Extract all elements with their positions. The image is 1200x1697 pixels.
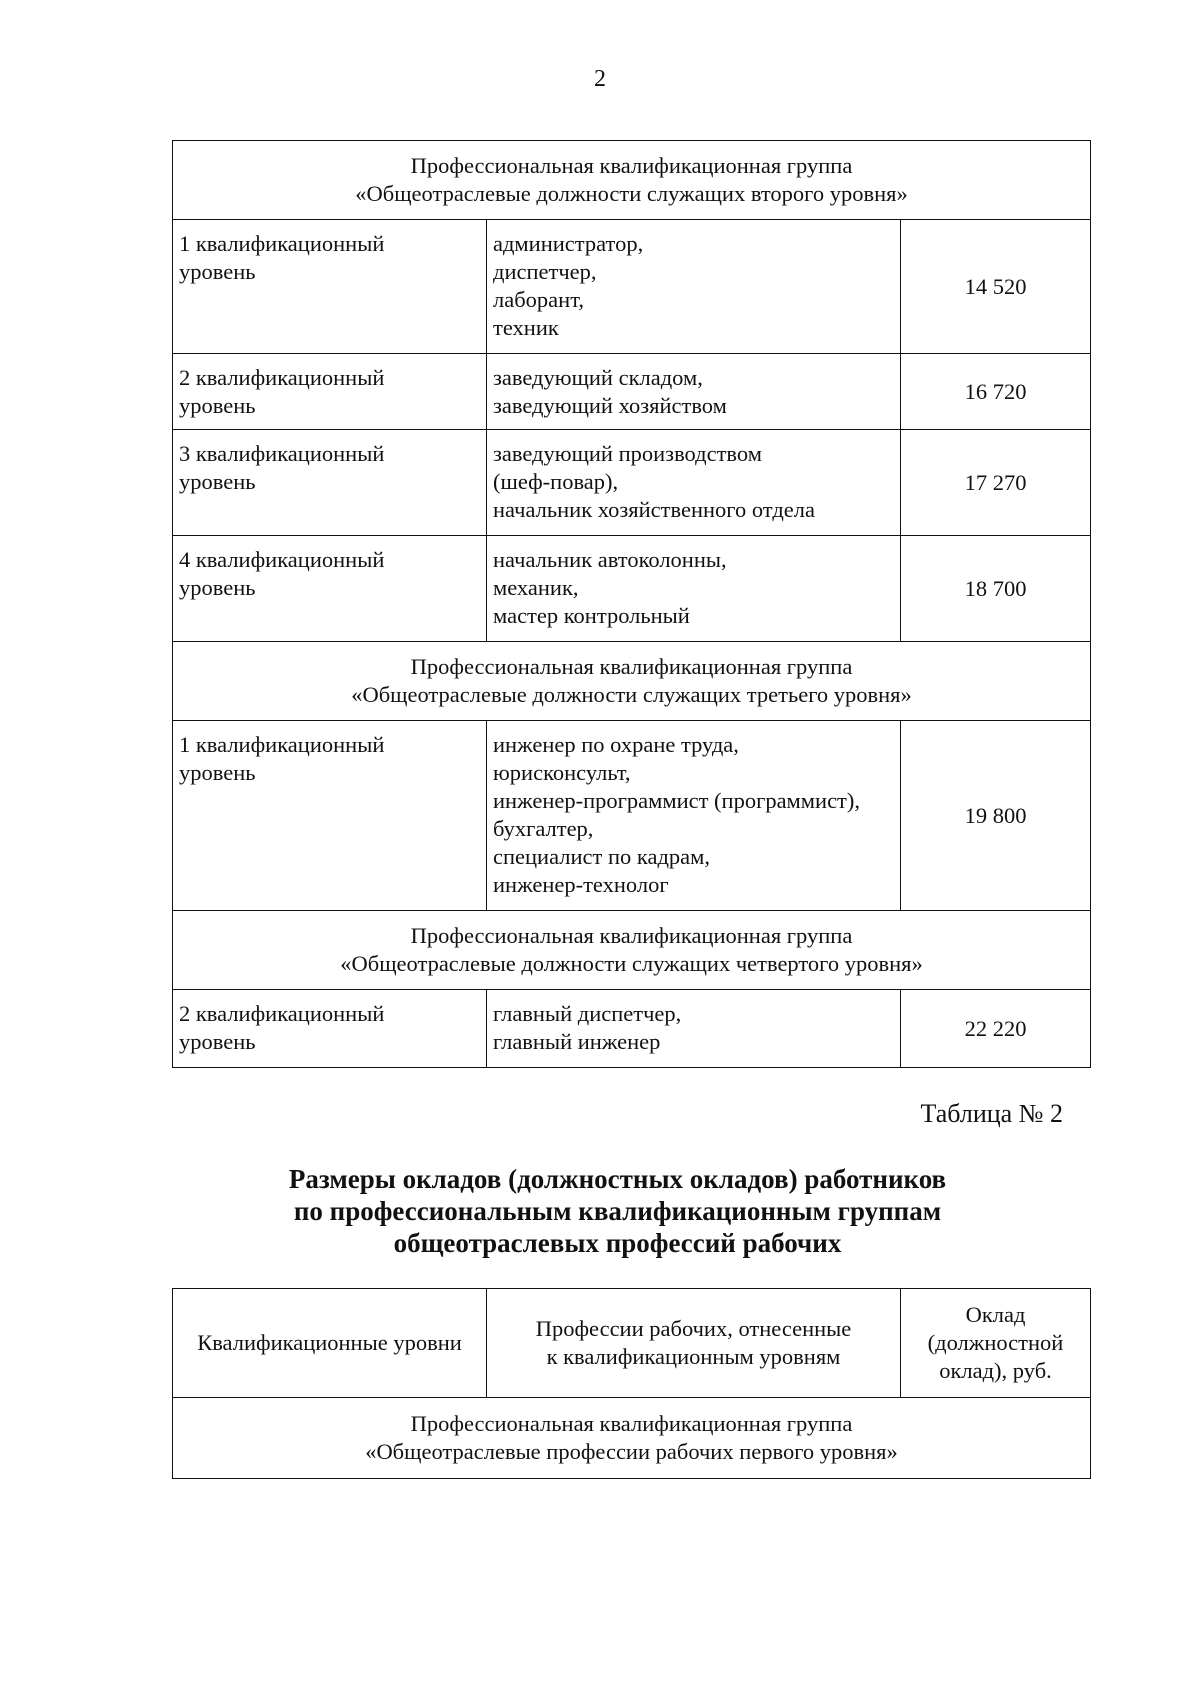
level-cell: 2 квалификационный уровень: [173, 990, 487, 1068]
level-cell: 4 квалификационный уровень: [173, 536, 487, 642]
table-row: [173, 721, 1091, 911]
professions-cell: заведующий складом, заведующий хозяйством: [487, 354, 901, 430]
table-number-label: Таблица № 2: [920, 1099, 1063, 1128]
group-title: Профессиональная квалификационная группа «Общеотраслевые должности служащих четвертого уровня»: [173, 911, 1091, 990]
level-cell: 1 квалификационный уровень: [173, 721, 487, 911]
salary-cell: 16 720: [901, 354, 1091, 430]
column-header-levels: Квалификационные уровни: [173, 1289, 487, 1398]
table-row: [173, 220, 1091, 354]
professions-cell: главный диспетчер, главный инженер: [487, 990, 901, 1068]
salary-cell: 14 520: [901, 220, 1091, 354]
professions-cell: заведующий производством (шеф-повар), начальник хозяйственного отдела: [487, 430, 901, 536]
professions-cell: инженер по охране труда, юрисконсульт, инженер-программист (программист), бухгалтер, специалист по кадрам, инженер-технолог: [487, 721, 901, 911]
group-header-row: [173, 911, 1091, 990]
salary-table-employees: [172, 140, 1091, 1068]
level-cell: 3 квалификационный уровень: [173, 430, 487, 536]
group-header-row: [173, 642, 1091, 721]
salary-cell: 19 800: [901, 721, 1091, 911]
salary-table-workers: [172, 1288, 1091, 1479]
table-row: [173, 430, 1091, 536]
table-row: [173, 990, 1091, 1068]
level-cell: 1 квалификационный уровень: [173, 220, 487, 354]
table-row: [173, 536, 1091, 642]
group-title: Профессиональная квалификационная группа «Общеотраслевые профессии рабочих первого уровня»: [173, 1398, 1091, 1479]
professions-cell: администратор, диспетчер, лаборант, техник: [487, 220, 901, 354]
salary-cell: 22 220: [901, 990, 1091, 1068]
table-row: [173, 354, 1091, 430]
group-header-row: [173, 1398, 1091, 1479]
salary-cell: 17 270: [901, 430, 1091, 536]
table-header-row: [173, 1289, 1091, 1398]
group-title: Профессиональная квалификационная группа «Общеотраслевые должности служащих третьего уровня»: [173, 642, 1091, 721]
professions-cell: начальник автоколонны, механик, мастер контрольный: [487, 536, 901, 642]
column-header-salary: Оклад (должностной оклад), руб.: [901, 1289, 1091, 1398]
page-number: 2: [594, 66, 606, 92]
group-header-row: [173, 141, 1091, 220]
salary-cell: 18 700: [901, 536, 1091, 642]
table-heading: Размеры окладов (должностных окладов) работников по профессиональным квалификационным группам общеотраслевых профессий рабочих: [288, 1164, 947, 1258]
column-header-professions: Профессии рабочих, отнесенные к квалификационным уровням: [487, 1289, 901, 1398]
level-cell: 2 квалификационный уровень: [173, 354, 487, 430]
group-title: Профессиональная квалификационная группа «Общеотраслевые должности служащих второго уровня»: [173, 141, 1091, 220]
